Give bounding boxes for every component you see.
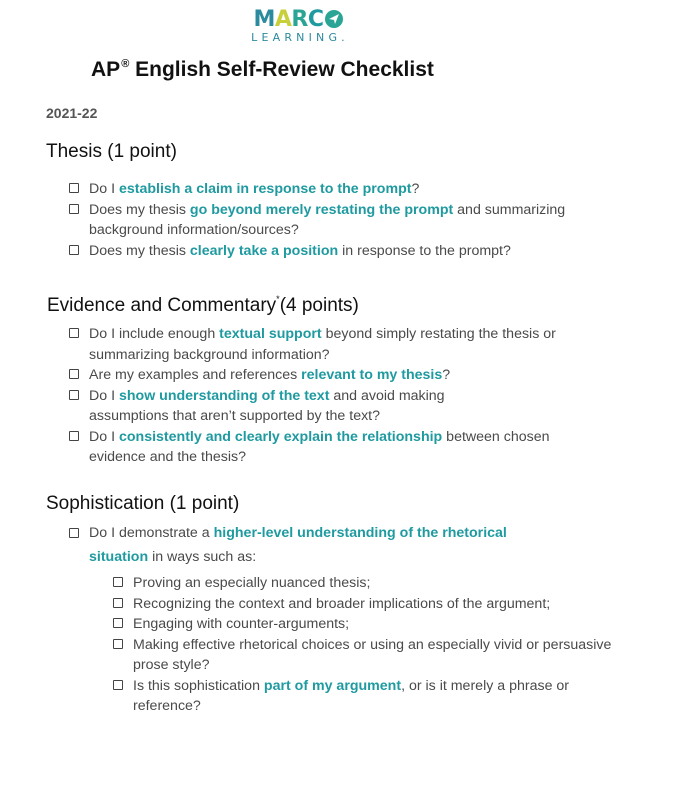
marco-learning-logo bbox=[246, 8, 350, 44]
section-heading-evidence: Evidence and Commentary*(4 points) bbox=[47, 294, 359, 316]
checkbox[interactable] bbox=[113, 680, 123, 690]
checkbox[interactable] bbox=[69, 204, 79, 214]
checkbox[interactable] bbox=[69, 528, 79, 538]
checkbox[interactable] bbox=[69, 390, 79, 400]
checklist-item: Are my examples and references relevant to my thesis? bbox=[69, 365, 569, 386]
checkbox[interactable] bbox=[113, 577, 123, 587]
checklist-subitem: Is this sophistication part of my argument, or is it merely a phrase or reference? bbox=[113, 676, 613, 717]
thesis-checklist bbox=[69, 179, 579, 261]
checklist-item: Do I consistently and clearly explain the relationship between chosen evidence and the thesis? bbox=[69, 427, 569, 468]
checklist-subitem: Recognizing the context and broader implications of the argument; bbox=[113, 594, 553, 615]
checklist-subitem: Making effective rhetorical choices or using an especially vivid or persuasive prose style? bbox=[113, 635, 613, 676]
checklist-item: Do I demonstrate a higher-level understanding of the rhetorical situation in ways such as: bbox=[69, 522, 569, 569]
logo-subtitle: LEARNING. bbox=[251, 31, 349, 44]
logo-wordmark bbox=[246, 8, 350, 32]
logo-letter: A bbox=[274, 7, 292, 32]
checklist-subitem: Proving an especially nuanced thesis; bbox=[113, 573, 613, 594]
checklist-item: Do I establish a claim in response to the prompt? bbox=[69, 179, 579, 200]
title-prefix: AP bbox=[91, 58, 121, 81]
registered-mark: ® bbox=[121, 58, 130, 70]
checkbox[interactable] bbox=[69, 431, 79, 441]
checklist-item: Does my thesis clearly take a position in response to the prompt? bbox=[69, 241, 579, 262]
checklist-item: Do I show understanding of the text and avoid making assumptions that aren’t supported by the text? bbox=[69, 386, 509, 427]
logo-letter: M bbox=[253, 7, 275, 32]
paper-plane-icon bbox=[325, 10, 343, 28]
section-heading-sophistication: Sophistication (1 point) bbox=[46, 493, 240, 514]
sophistication-checklist bbox=[69, 522, 569, 569]
logo-letter: R bbox=[291, 7, 308, 32]
checkbox[interactable] bbox=[113, 639, 123, 649]
checklist-subitem: Engaging with counter-arguments; bbox=[113, 614, 613, 635]
checklist-item: Does my thesis go beyond merely restating the prompt and summarizing background information/sources? bbox=[69, 200, 579, 241]
page-title bbox=[91, 58, 434, 82]
checkbox[interactable] bbox=[69, 328, 79, 338]
school-year: 2021-22 bbox=[46, 105, 98, 121]
section-heading-thesis: Thesis (1 point) bbox=[46, 141, 177, 162]
title-rest: English Self-Review Checklist bbox=[129, 58, 434, 81]
checkbox[interactable] bbox=[69, 369, 79, 379]
evidence-checklist bbox=[69, 324, 569, 468]
checkbox[interactable] bbox=[69, 245, 79, 255]
checkbox[interactable] bbox=[113, 598, 123, 608]
logo-letter: C bbox=[307, 7, 324, 32]
checkbox[interactable] bbox=[69, 183, 79, 193]
sophistication-subchecklist bbox=[113, 573, 613, 717]
checkbox[interactable] bbox=[113, 618, 123, 628]
checklist-item: Do I include enough textual support beyond simply restating the thesis or summarizing background information? bbox=[69, 324, 569, 365]
